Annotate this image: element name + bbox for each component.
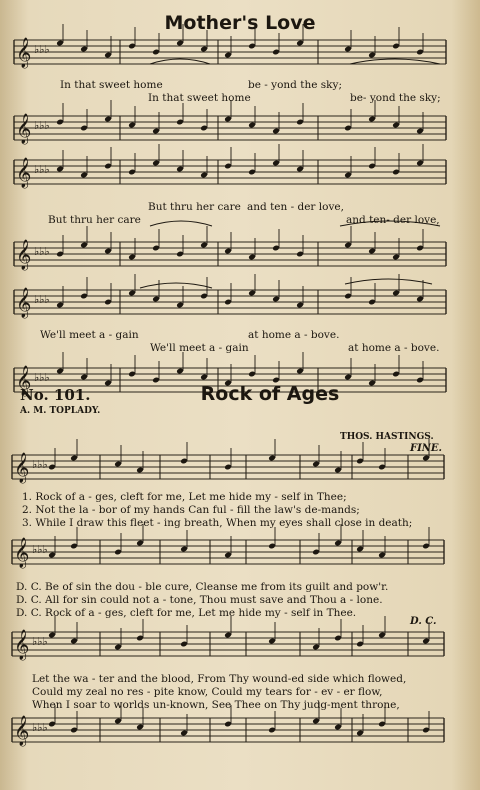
- mothers-love-lyric: We'll meet a - gain: [150, 342, 249, 354]
- svg-text:𝄞: 𝄞: [14, 453, 30, 483]
- mothers-love-lyric: at home a - bove.: [248, 329, 340, 341]
- hymn-title-rock-of-ages: Rock of Ages: [200, 383, 340, 405]
- mothers-love-lyric: In that sweet home: [60, 79, 163, 91]
- verse-line-2a: 2. Not the la - bor of my hands Can ful - fill the law's de-mands;: [22, 504, 360, 516]
- mothers-love-lyric: We'll meet a - gain: [40, 329, 139, 341]
- mothers-love-lyric: But thru her care: [148, 201, 241, 213]
- mothers-love-lyric: But thru her care: [48, 214, 141, 226]
- mothers-love-lyric: and ten - der love,: [247, 201, 344, 213]
- svg-text:♭♭♭: ♭♭♭: [34, 371, 50, 384]
- svg-text:𝄞: 𝄞: [14, 630, 30, 660]
- svg-text:♭♭♭: ♭♭♭: [32, 721, 48, 734]
- verse-line-1a: 1. Rock of a - ges, cleft for me, Let me hide my - self in Thee;: [22, 491, 347, 503]
- svg-text:♭♭♭: ♭♭♭: [34, 43, 50, 56]
- svg-text:𝄞: 𝄞: [16, 158, 32, 188]
- hymn-number: No. 101.: [20, 386, 91, 404]
- verse-line-1c: Let the wa - ter and the blood, From Thy wound-ed side which flowed,: [32, 673, 407, 685]
- svg-text:𝄞: 𝄞: [16, 114, 32, 144]
- svg-text:♭♭♭: ♭♭♭: [32, 458, 48, 471]
- svg-text:𝄞: 𝄞: [16, 38, 32, 68]
- svg-text:♭♭♭: ♭♭♭: [34, 293, 50, 306]
- svg-text:♭♭♭: ♭♭♭: [32, 635, 48, 648]
- verse-line-1b: D. C. Be of sin the dou - ble cure, Cleanse me from its guilt and pow'r.: [16, 581, 389, 593]
- verse-line-2c: Could my zeal no res - pite know, Could my tears for - ev - er flow,: [32, 686, 383, 698]
- svg-text:𝄞: 𝄞: [14, 716, 30, 746]
- verse-line-2b: D. C. All for sin could not a - tone, Thou must save and Thou a - lone.: [16, 594, 383, 606]
- svg-text:𝄞: 𝄞: [16, 366, 32, 396]
- verse-line-3c: When I soar to worlds un-known, See Thee on Thy judg-ment throne,: [32, 699, 400, 711]
- svg-text:♭♭♭: ♭♭♭: [34, 245, 50, 258]
- mothers-love-lyric: In that sweet home: [148, 92, 251, 104]
- svg-text:♭♭♭: ♭♭♭: [34, 119, 50, 132]
- dc-marking: D. C.: [410, 616, 437, 627]
- hymn-title-mothers-love: Mother's Love: [164, 12, 316, 34]
- svg-text:♭♭♭: ♭♭♭: [34, 163, 50, 176]
- mothers-love-lyric: and ten- der love,: [346, 214, 440, 226]
- mothers-love-lyric: be- yond the sky;: [350, 92, 441, 104]
- mothers-love-lyric: at home a - bove.: [348, 342, 440, 354]
- verse-line-3a: 3. While I draw this fleet - ing breath, When my eyes shall close in death;: [22, 517, 413, 529]
- mothers-love-lyric: be - yond the sky;: [248, 79, 342, 91]
- verse-line-3b: D. C. Rock of a - ges, cleft for me, Let me hide my - self in Thee.: [16, 607, 357, 619]
- composer-credit: THOS. HASTINGS.: [340, 432, 434, 442]
- svg-text:𝄞: 𝄞: [14, 538, 30, 568]
- fine-marking: FINE.: [410, 443, 443, 454]
- author-credit: A. M. TOPLADY.: [20, 406, 101, 416]
- svg-text:♭♭♭: ♭♭♭: [32, 543, 48, 556]
- svg-text:𝄞: 𝄞: [16, 240, 32, 270]
- svg-text:𝄞: 𝄞: [16, 288, 32, 318]
